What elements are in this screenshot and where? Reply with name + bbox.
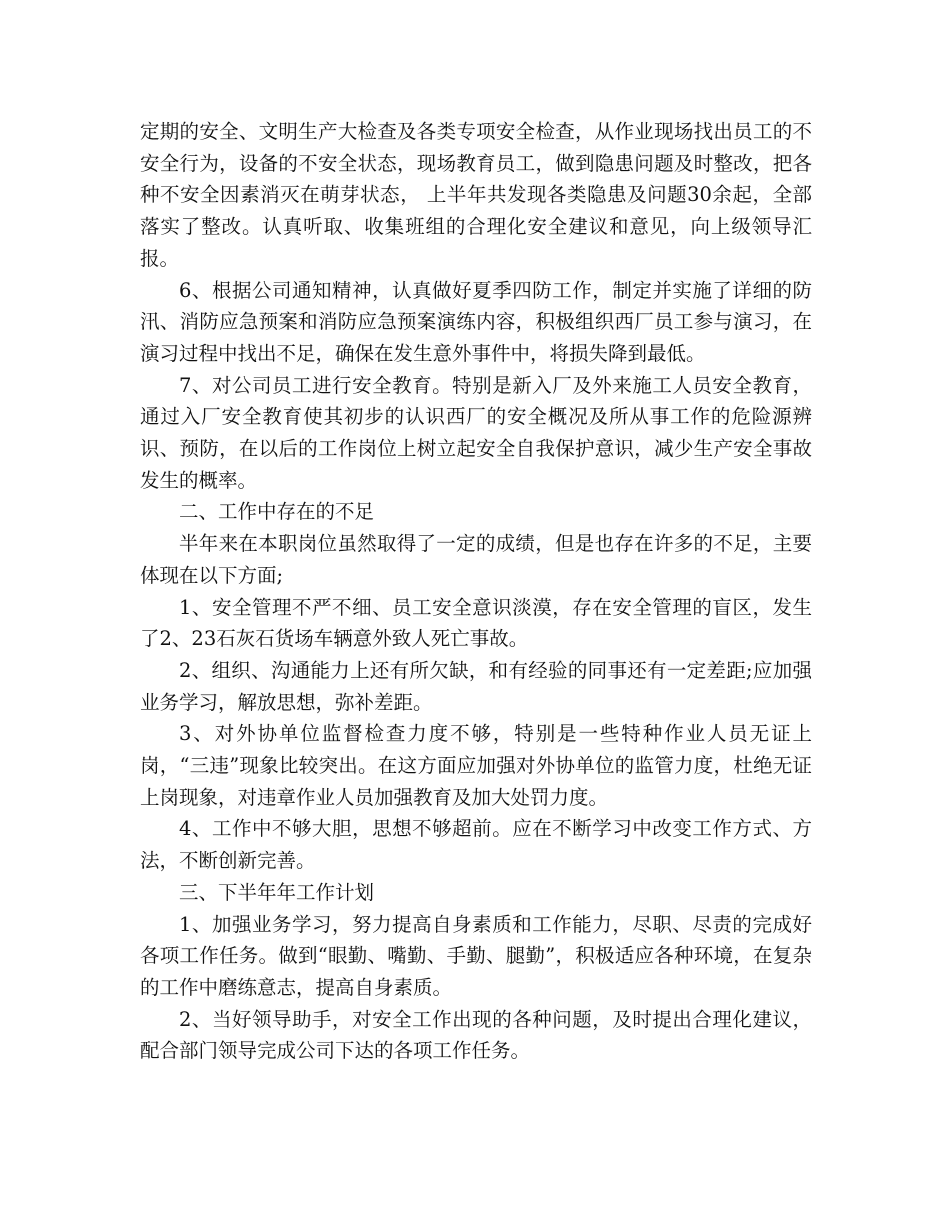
paragraph-shortcoming-3: 3、对外协单位监督检查力度不够，特别是一些特种作业人员无证上岗，“三违”现象比较突出。在这方面应加强对外协单位的监管力度，杜绝无证上岗现象，对违章作业人员加强教育及加大处罚力度。 — [140, 722, 812, 809]
paragraph-shortcoming-2: 2、组织、沟通能力上还有所欠缺，和有经验的同事还有一定差距;应加强业务学习，解放思想，弥补差距。 — [140, 658, 812, 714]
paragraph-item-7: 7、对公司员工进行安全教育。特别是新入厂及外来施工人员安全教育，通过入厂安全教育使其初步的认识西厂的安全概况及所从事工作的危险源辨识、预防，在以后的工作岗位上树立起安全自我保护意识，减少生产安全事故发生的概率。 — [140, 373, 812, 492]
document-body — [140, 116, 812, 1067]
paragraph-plan-1: 1、加强业务学习，努力提高自身素质和工作能力，尽职、尽责的完成好各项工作任务。做到“眼勤、嘴勤、手勤、腿勤”，积极适应各种环境，在复杂的工作中磨练意志，提高自身素质。 — [140, 912, 812, 999]
paragraph-shortcomings-intro: 半年来在本职岗位虽然取得了一定的成绩，但是也存在许多的不足，主要体现在以下方面; — [140, 532, 812, 587]
paragraph-shortcoming-1: 1、安全管理不严不细、员工安全意识淡漠，存在安全管理的盲区，发生了2、23石灰石货场车辆意外致人死亡事故。 — [140, 595, 812, 651]
section-heading-shortcomings: 二、工作中存在的不足 — [179, 500, 375, 524]
paragraph-shortcoming-4: 4、工作中不够大胆，思想不够超前。应在不断学习中改变工作方式、方法，不断创新完善。 — [140, 817, 812, 873]
paragraph-inspection-summary: 定期的安全、文明生产大检查及各类专项安全检查，从作业现场找出员工的不安全行为，设备的不安全状态，现场教育员工，做到隐患问题及时整改，把各种不安全因素消灭在萌芽状态， 上半年共发现各类隐患及问题30余起，全部落实了整改。认真听取、收集班组的合理化安全建议和意见，向上级领导汇报。 — [140, 120, 812, 270]
section-heading-work-plan: 三、下半年年工作计划 — [179, 880, 375, 904]
paragraph-plan-2: 2、当好领导助手，对安全工作出现的各种问题，及时提出合理化建议，配合部门领导完成公司下达的各项工作任务。 — [140, 1007, 812, 1063]
paragraph-item-6: 6、根据公司通知精神，认真做好夏季四防工作，制定并实施了详细的防汛、消防应急预案和消防应急预案演练内容，积极组织西厂员工参与演习，在演习过程中找出不足，确保在发生意外事件中，将损失降到最低。 — [140, 278, 812, 365]
